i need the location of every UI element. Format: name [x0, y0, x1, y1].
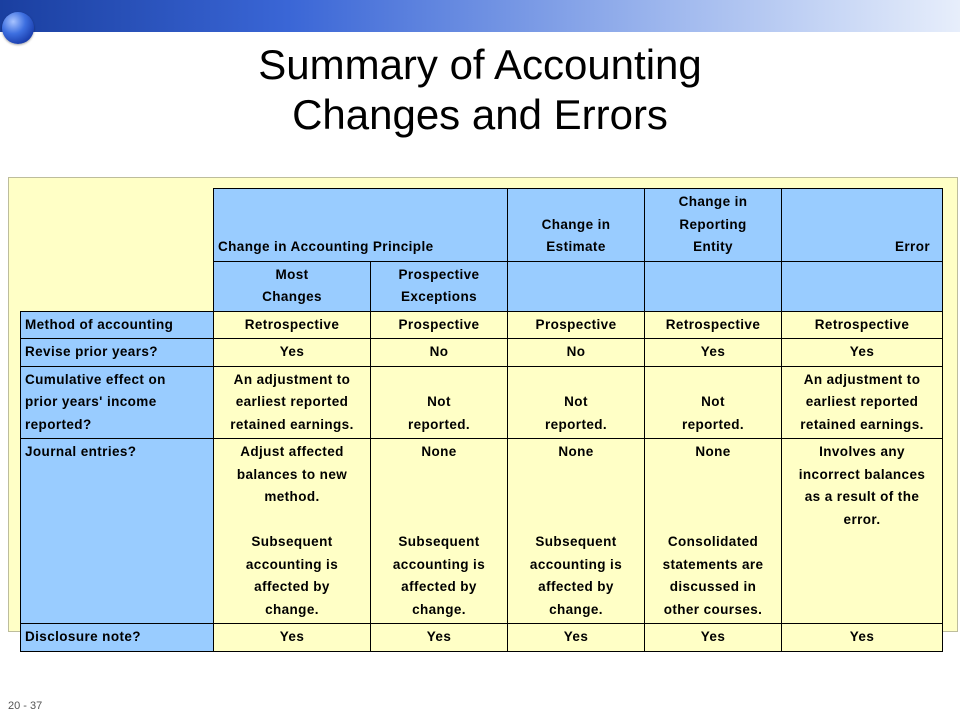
table-row — [21, 311, 943, 339]
title-line-2: Changes and Errors — [292, 91, 668, 138]
cell-most-changes: Yes — [214, 339, 371, 367]
header-estimate-blank — [508, 261, 645, 311]
table-row — [21, 439, 943, 624]
title-line-1: Summary of Accounting — [258, 41, 702, 88]
cell-most-changes: An adjustment to earliest reported retained earnings. — [214, 366, 371, 439]
cell-reporting-entity: Retrospective — [645, 311, 782, 339]
cell-most-changes: Retrospective — [214, 311, 371, 339]
cell-error: An adjustment to earliest reported retained earnings. — [782, 366, 943, 439]
table-row — [21, 624, 943, 652]
header-empty-cell — [21, 261, 214, 311]
cell-estimate: Yes — [508, 624, 645, 652]
cell-reporting-entity: None Consolidated statements are discussed in other courses. — [645, 439, 782, 624]
row-label: Journal entries? — [21, 439, 214, 624]
row-label: Cumulative effect on prior years' income reported? — [21, 366, 214, 439]
cell-most-changes: Adjust affected balances to new method. Subsequent accounting is affected by change. — [214, 439, 371, 624]
cell-error: Retrospective — [782, 311, 943, 339]
table-row — [21, 366, 943, 439]
row-label: Method of accounting — [21, 311, 214, 339]
cell-estimate: No — [508, 339, 645, 367]
header-error-blank — [782, 261, 943, 311]
header-change-in-reporting-entity: Change in Reporting Entity — [645, 189, 782, 262]
header-empty-cell — [21, 189, 214, 262]
cell-reporting-entity: Yes — [645, 624, 782, 652]
row-label: Revise prior years? — [21, 339, 214, 367]
table-row — [21, 339, 943, 367]
cell-error: Yes — [782, 624, 943, 652]
title-bar-gradient — [0, 0, 960, 32]
cell-estimate: Prospective — [508, 311, 645, 339]
header-most-changes: Most Changes — [214, 261, 371, 311]
header-prospective-exceptions: Prospective Exceptions — [371, 261, 508, 311]
cell-prospective-exceptions: Not reported. — [371, 366, 508, 439]
summary-table — [20, 188, 943, 652]
cell-prospective-exceptions: Prospective — [371, 311, 508, 339]
header-error: Error — [782, 189, 943, 262]
cell-reporting-entity: Not reported. — [645, 366, 782, 439]
cell-error: Yes — [782, 339, 943, 367]
cell-estimate: Not reported. — [508, 366, 645, 439]
cell-reporting-entity: Yes — [645, 339, 782, 367]
row-label: Disclosure note? — [21, 624, 214, 652]
cell-error: Involves any incorrect balances as a result of the error. — [782, 439, 943, 624]
slide-title — [0, 40, 960, 140]
header-change-in-estimate: Change in Estimate — [508, 189, 645, 262]
header-row-1 — [21, 189, 943, 262]
page-number: 20 - 37 — [8, 700, 43, 712]
cell-prospective-exceptions: None Subsequent accounting is affected by change. — [371, 439, 508, 624]
cell-most-changes: Yes — [214, 624, 371, 652]
header-row-2 — [21, 261, 943, 311]
cell-prospective-exceptions: No — [371, 339, 508, 367]
cell-estimate: None Subsequent accounting is affected by change. — [508, 439, 645, 624]
header-reporting-entity-blank — [645, 261, 782, 311]
cell-prospective-exceptions: Yes — [371, 624, 508, 652]
header-change-in-principle: Change in Accounting Principle — [214, 189, 508, 262]
